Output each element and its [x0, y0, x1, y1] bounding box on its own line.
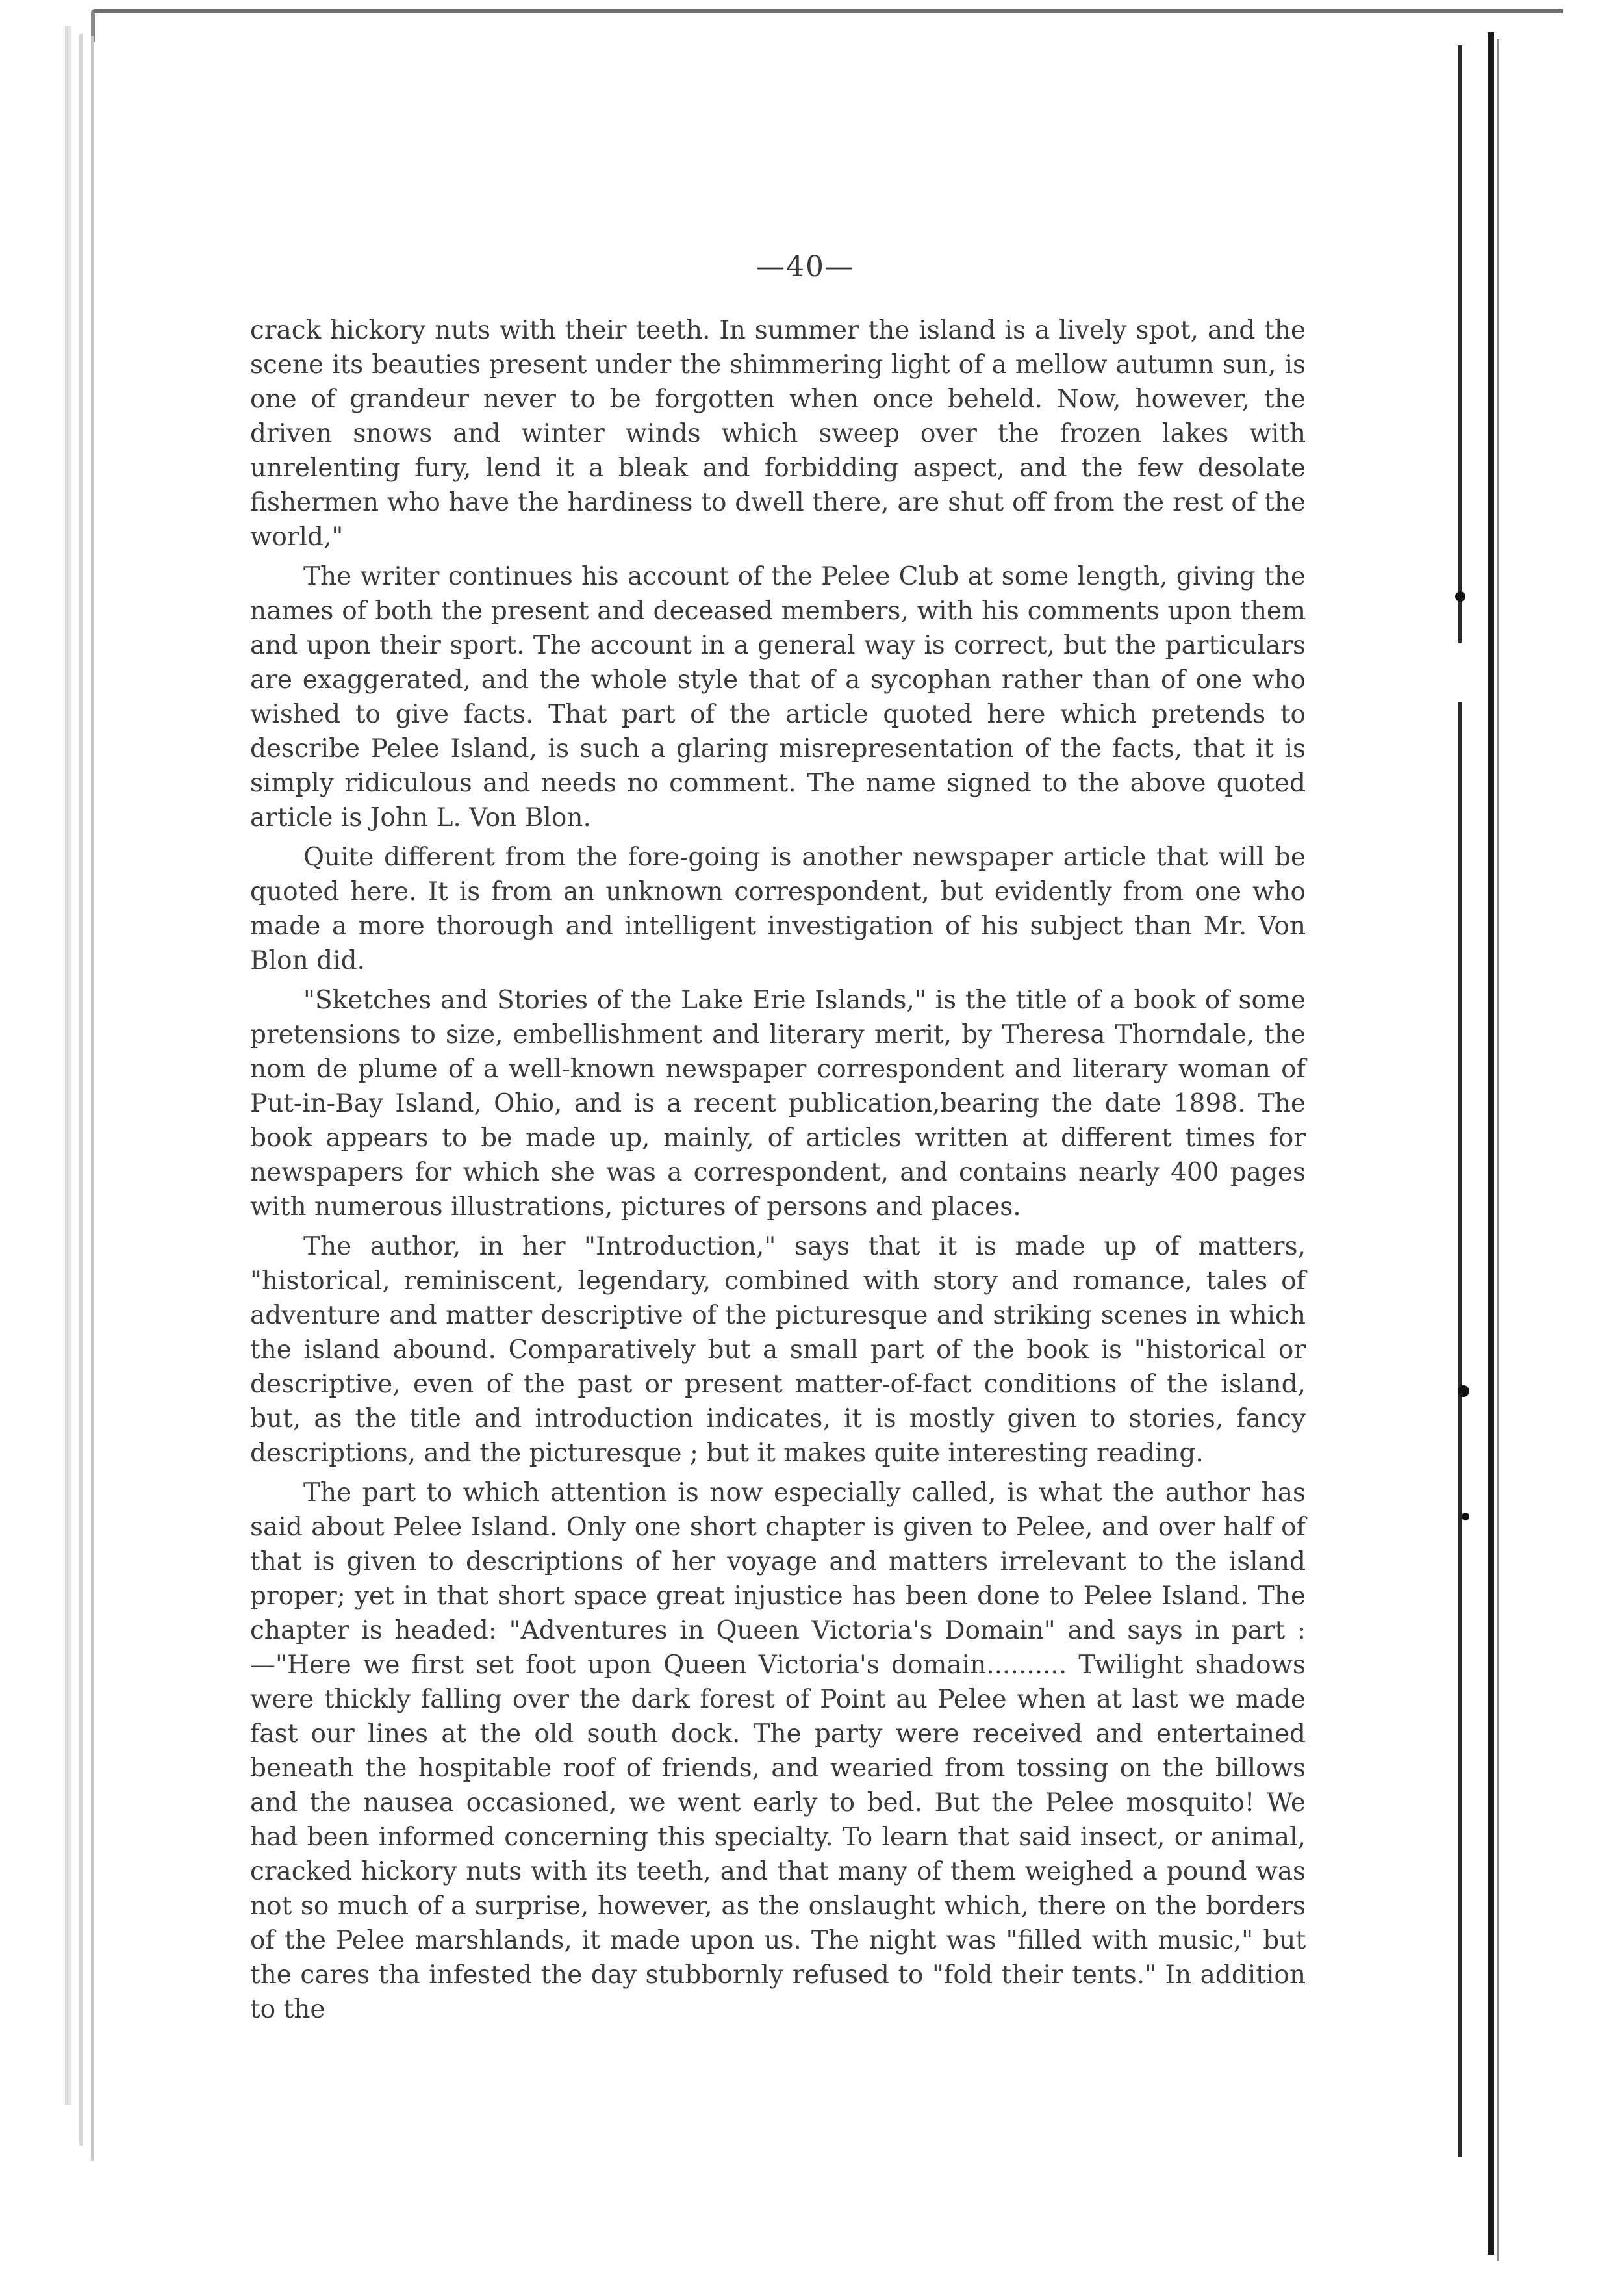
page-frame-right-edge: [1458, 702, 1462, 2157]
paragraph: The writer continues his account of the Pelee Club at some length, giving the names of both the present and deceased members, with his comments upon them and upon their sport. The account in a general way is correct, but the particulars are exaggerated, and the whole style that of a sycophan rather than of one who wished to give facts. That part of the article quoted here which pretends to describe Pelee Island, is such a glaring misrepresentation of the facts, that it is simply ridiculous and needs no comment. The name signed to the above quoted article is John L. Von Blon.: [250, 562, 1306, 832]
paragraph: The author, in her "Introduction," says that it is made up of matters, "historical, reminiscent, legendary, combined with story and romance, tales of adventure and matter descriptive of the picturesque and striking scenes in which the island abound. Comparatively but a small part of the book is "historical or descriptive, even of the past or present matter-of-fact conditions of the island, but, as the title and introduction indicates, it is mostly given to stories, fancy descriptions, and the picturesque ; but it makes quite interesting reading.: [250, 1232, 1306, 1468]
paragraph: crack hickory nuts with their teeth. In summer the island is a lively spot, and the scene its beauties present under the shimmering light of a mellow autumn sun, is one of grandeur never to be forgotten when once beheld. Now, however, the driven snows and winter winds which sweep over the frozen lakes with unrelenting fury, lend it a bleak and forbidding aspect, and the few desolate fishermen who have the hardiness to dwell there, are shut off from the rest of the world,": [250, 316, 1306, 552]
paragraph: The part to which attention is now especially called, is what the author has said about Pelee Island. Only one short chapter is given to Pelee, and over half of that is given to descriptions of her voyage and matters irrelevant to the island proper; yet in that short space great injustice has been done to Pelee Island. The chapter is headed: "Adventures in Queen Victoria's Domain" and says in part :—"Here we first set foot upon Queen Victoria's domain.......... Twilight shadows were thickly falling over the dark forest of Point au Pelee when at last we made fast our lines at the old south dock. The party were received and entertained beneath the hospitable roof of friends, and wearied from tossing on the billows and the nausea occasioned, we went early to bed. But the Pelee mosquito! We had been informed concerning this specialty. To learn that said insect, or animal, cracked hickory nuts with its teeth, and that many of them weighed a pound was not so much of a surprise, however, as the onslaught which, there on the borders of the Pelee marshlands, it made upon us. The night was "filled with music," but the cares tha infested the day stubbornly refused to "fold their tents." In addition to the: [250, 1478, 1306, 2024]
page-frame-left-edge: [91, 36, 94, 2161]
page-frame-left-edge: [79, 34, 83, 2146]
page-frame-right-edge: [1458, 45, 1462, 643]
body-text: [250, 313, 1306, 2032]
page-frame-left-edge: [65, 26, 71, 2105]
page-number: —40—: [756, 250, 855, 283]
paragraph: "Sketches and Stories of the Lake Erie Islands," is the title of a book of some pretensions to size, embellishment and literary merit, by Theresa Thorndale, the nom de plume of a well-known newspaper correspondent and literary woman of Put-in-Bay Island, Ohio, and is a recent publication,bearing the date 1898. The book appears to be made up, mainly, of articles written at different times for newspapers for which she was a correspondent, and contains nearly 400 pages with numerous illustrations, pictures of persons and places.: [250, 986, 1306, 1222]
scan-speck: [1455, 591, 1465, 602]
adjacent-page-edge: [1488, 32, 1494, 2255]
scan-speck: [1458, 1385, 1469, 1397]
adjacent-page-edge: [1497, 39, 1499, 2261]
page-frame-top-edge: [91, 9, 1563, 42]
scan-speck: [1462, 1513, 1469, 1520]
paragraph: Quite different from the fore-going is another newspaper article that will be quoted here. It is from an unknown correspondent, but evidently from one who made a more thorough and intelligent investigation of his subject than Mr. Von Blon did.: [250, 843, 1306, 975]
